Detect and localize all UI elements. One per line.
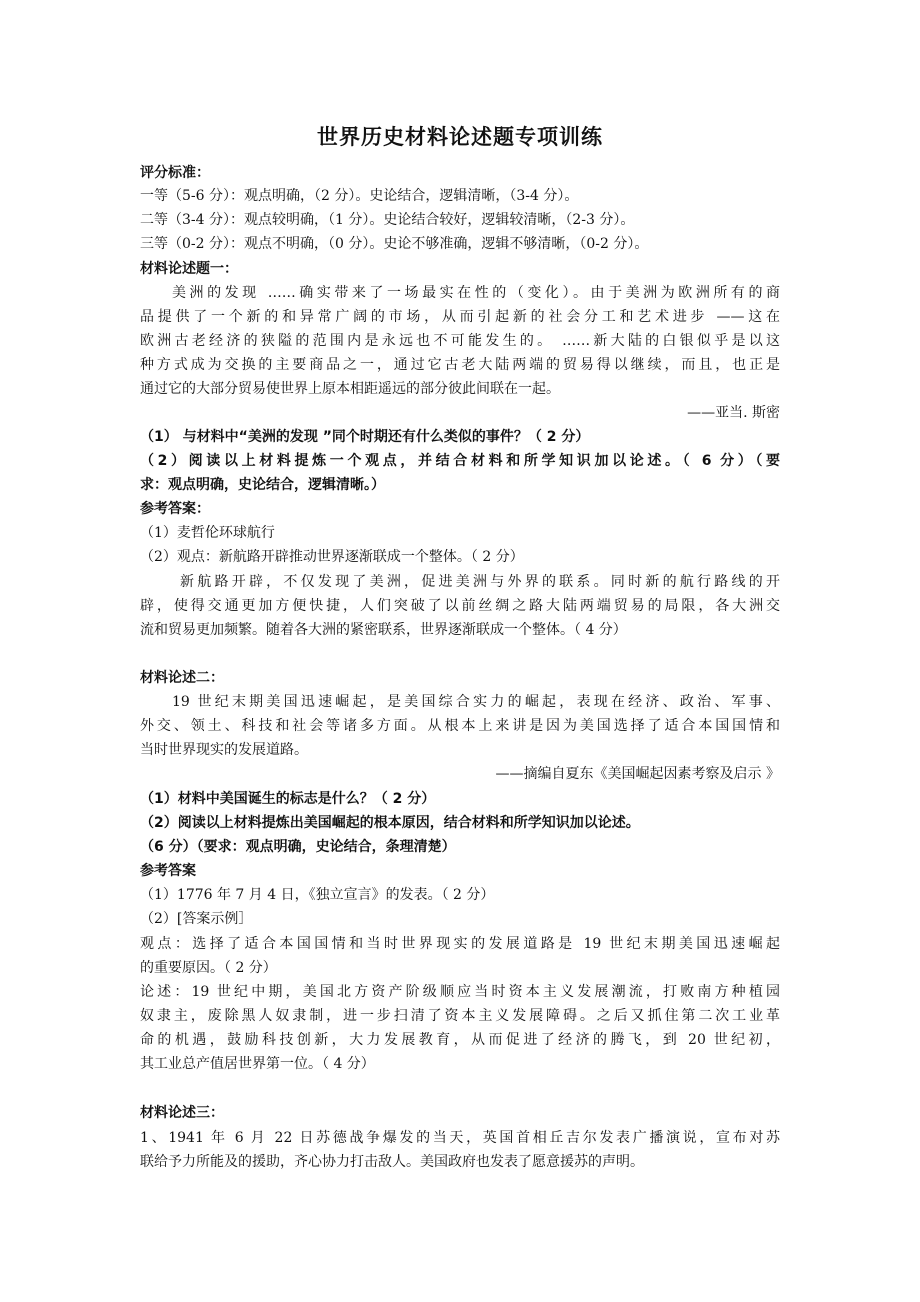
q1-question-1: （1） 与材料中“美洲的发现 ”同个时期还有什么类似的事件？（ 2 分） <box>140 429 590 445</box>
q3-material-line: 1、1941 年 6 月 22 日苏德战争爆发的当天，英国首相丘吉尔发表广播演说，宣布对苏 <box>140 1130 780 1146</box>
q1-material-line: 通过它的大部分贸易使世界上原本相距遥远的部分彼此间联在一起。 <box>140 381 560 397</box>
grading-level-1: 一等（5-6 分）：观点明确，（2 分）。史论结合，逻辑清晰，（3-4 分）。 <box>140 188 579 204</box>
q1-answer-line: 辟，使得交通更加方便快捷，人们突破了以前丝绸之路大陆两端贸易的局限，各大洲交 <box>140 598 780 614</box>
q1-question-2-cont: 求：观点明确，史论结合，逻辑清晰。） <box>140 477 385 493</box>
q2-answer-line: 奴隶主，废除黑人奴隶制，进一步扫清了资本主义发展障碍。之后又抓住第二次工业革 <box>140 1008 780 1024</box>
q1-answer-1: （1）麦哲伦环球航行 <box>140 525 275 541</box>
q1-source: ——亚当. 斯密 <box>687 405 780 421</box>
q3-heading: 材料论述三： <box>140 1105 224 1121</box>
q2-answer-line: 观点：选择了适合本国国情和当时世界现实的发展道路是 19 世纪末期美国迅速崛起 <box>140 936 780 952</box>
q2-answer-2: （2）[答案示例］ <box>140 911 253 927</box>
q1-question-2: （2）阅读以上材料提炼一个观点，并结合材料和所学知识加以论述。（ 6 分）（要 <box>140 453 780 469</box>
q2-material-line: 外交、领土、科技和社会等诸多方面。从根本上来讲是因为美国选择了适合本国国情和 <box>140 718 780 734</box>
q1-material-line: 美洲的发现 ……确实带来了一场最实在性的（变化）。由于美洲为欧洲所有的商 <box>172 285 780 301</box>
q2-material-line: 当时世界现实的发展道路。 <box>140 742 308 758</box>
q1-answer-line: 流和贸易更加频繁。随着各大洲的紧密联系，世界逐渐联成一个整体。（ 4 分） <box>140 622 627 638</box>
grading-level-2: 二等（3-4 分）：观点较明确，（1 分）。史论结合较好，逻辑较清晰，（2-3 分）。 <box>140 212 635 228</box>
q2-answer-line: 其工业总产值居世界第一位。（ 4 分） <box>140 1056 375 1072</box>
q2-source: ——摘编自夏东《美国崛起因素考察及启示 》 <box>495 766 780 782</box>
q3-material-line: 联给予力所能及的援助，齐心协力打击敌人。美国政府也发表了愿意援苏的声明。 <box>140 1154 644 1170</box>
q2-question-2-cont: （6 分）（要求：观点明确，史论结合，条理清楚） <box>140 839 456 855</box>
q2-material-line: 19 世纪末期美国迅速崛起，是美国综合实力的崛起，表现在经济、政治、军事、 <box>172 694 780 710</box>
q2-answer-1: （1）1776 年 7 月 4 日，《独立宣言》的发表。（ 2 分） <box>140 887 495 903</box>
q1-answer-heading: 参考答案： <box>140 501 210 517</box>
q2-answer-line: 的重要原因。（ 2 分） <box>140 960 277 976</box>
q2-answer-line: 论述：19 世纪中期，美国北方资产阶级顺应当时资本主义发展潮流，打败南方种植园 <box>140 984 780 1000</box>
q1-material-line: 种方式成为交换的主要商品之一，通过它古老大陆两端的贸易得以继续，而且，也正是 <box>140 357 780 373</box>
q1-heading: 材料论述题一： <box>140 261 238 277</box>
q1-material-line: 欧洲古老经济的狭隘的范围内是永远也不可能发生的。 ……新大陆的白银似乎是以这 <box>140 333 780 349</box>
q2-question-1: （1）材料中美国诞生的标志是什么？（ 2 分） <box>140 791 436 807</box>
q1-material-line: 品提供了一个新的和异常广阔的市场，从而引起新的社会分工和艺术进步 ——这在 <box>140 309 780 325</box>
q2-question-2: （2）阅读以上材料提炼出美国崛起的根本原因，结合材料和所学知识加以论述。 <box>140 815 640 831</box>
grading-heading: 评分标准： <box>140 165 210 181</box>
grading-level-3: 三等（0-2 分）：观点不明确，（0 分）。史论不够准确，逻辑不够清晰，（0-2 分）。 <box>140 236 649 252</box>
q1-answer-line: 新航路开辟，不仅发现了美洲，促进美洲与外界的联系。同时新的航行路线的开 <box>180 574 780 590</box>
q1-answer-2: （2）观点：新航路开辟推动世界逐渐联成一个整体。（ 2 分） <box>140 549 524 565</box>
q2-answer-heading: 参考答案 <box>140 863 196 879</box>
q2-answer-line: 命的机遇，鼓励科技创新，大力发展教育，从而促进了经济的腾飞，到 20 世纪初， <box>140 1032 780 1048</box>
page-title: 世界历史材料论述题专项训练 <box>317 125 603 149</box>
q2-heading: 材料论述二： <box>140 670 224 686</box>
